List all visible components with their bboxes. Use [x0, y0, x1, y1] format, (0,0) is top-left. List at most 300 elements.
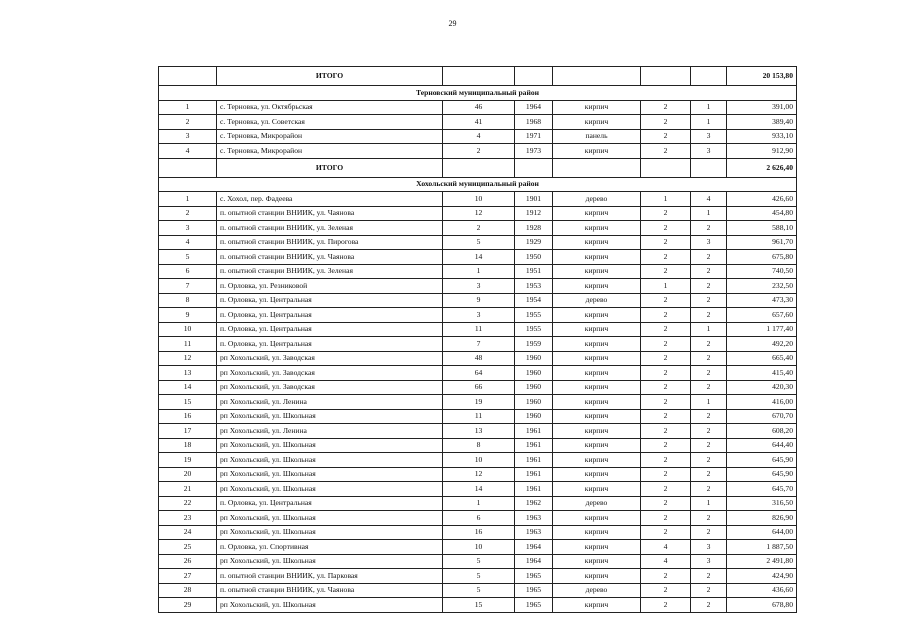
row-col-7: 2	[691, 525, 727, 540]
row-address: рп Хохольский, ул. Ленина	[217, 424, 443, 439]
row-number: 10	[159, 322, 217, 337]
housing-table	[158, 66, 797, 613]
total-cell-empty	[515, 67, 553, 86]
total-cell-empty	[515, 158, 553, 177]
row-material: кирпич	[553, 482, 641, 497]
row-col-6: 2	[641, 395, 691, 410]
row-address: п. Орловка, ул. Центральная	[217, 308, 443, 323]
row-sum: 232,50	[727, 279, 797, 294]
row-year: 1960	[515, 409, 553, 424]
row-material: кирпич	[553, 438, 641, 453]
table-row	[159, 482, 797, 497]
row-col-6: 2	[641, 264, 691, 279]
table-row	[159, 409, 797, 424]
row-material: кирпич	[553, 351, 641, 366]
row-col-3: 1	[443, 496, 515, 511]
table-row	[159, 540, 797, 555]
row-col-3: 5	[443, 583, 515, 598]
table-row	[159, 380, 797, 395]
district-name: Хохольский муниципальный район	[159, 177, 797, 192]
row-col-3: 41	[443, 115, 515, 130]
row-number: 24	[159, 525, 217, 540]
row-year: 1954	[515, 293, 553, 308]
row-col-7: 2	[691, 250, 727, 265]
table-row	[159, 366, 797, 381]
row-material: кирпич	[553, 409, 641, 424]
row-address: с. Терновка, ул. Советская	[217, 115, 443, 130]
row-col-6: 2	[641, 453, 691, 468]
row-col-7: 4	[691, 192, 727, 207]
row-col-3: 10	[443, 453, 515, 468]
row-sum: 426,60	[727, 192, 797, 207]
row-col-6: 2	[641, 144, 691, 159]
total-label: ИТОГО	[217, 67, 443, 86]
row-year: 1928	[515, 221, 553, 236]
row-number: 9	[159, 308, 217, 323]
row-year: 1961	[515, 424, 553, 439]
row-col-7: 2	[691, 279, 727, 294]
total-cell-empty	[691, 67, 727, 86]
row-address: рп Хохольский, ул. Заводская	[217, 351, 443, 366]
row-sum: 740,50	[727, 264, 797, 279]
row-material: дерево	[553, 293, 641, 308]
row-sum: 454,80	[727, 206, 797, 221]
table-row	[159, 511, 797, 526]
row-col-7: 2	[691, 264, 727, 279]
row-material: кирпич	[553, 250, 641, 265]
row-sum: 420,30	[727, 380, 797, 395]
row-year: 1964	[515, 554, 553, 569]
row-year: 1960	[515, 380, 553, 395]
row-material: кирпич	[553, 366, 641, 381]
row-col-6: 2	[641, 409, 691, 424]
row-col-6: 2	[641, 438, 691, 453]
row-col-7: 2	[691, 221, 727, 236]
row-address: с. Терновка, Микрорайон	[217, 144, 443, 159]
row-sum: 416,00	[727, 395, 797, 410]
row-address: п. опытной станции ВНИИК, ул. Пирогова	[217, 235, 443, 250]
row-year: 1912	[515, 206, 553, 221]
row-col-6: 2	[641, 598, 691, 613]
row-material: кирпич	[553, 279, 641, 294]
row-address: рп Хохольский, ул. Школьная	[217, 525, 443, 540]
row-material: кирпич	[553, 206, 641, 221]
row-col-7: 2	[691, 366, 727, 381]
row-year: 1955	[515, 308, 553, 323]
total-sum: 20 153,80	[727, 67, 797, 86]
row-col-3: 15	[443, 598, 515, 613]
row-material: кирпич	[553, 467, 641, 482]
row-year: 1960	[515, 366, 553, 381]
row-address: п. опытной станции ВНИИК, ул. Парковая	[217, 569, 443, 584]
row-col-3: 5	[443, 235, 515, 250]
row-sum: 826,90	[727, 511, 797, 526]
row-number: 28	[159, 583, 217, 598]
row-col-7: 2	[691, 351, 727, 366]
row-sum: 1 177,40	[727, 322, 797, 337]
row-sum: 436,60	[727, 583, 797, 598]
row-sum: 645,90	[727, 453, 797, 468]
row-col-6: 2	[641, 482, 691, 497]
row-material: кирпич	[553, 511, 641, 526]
row-col-3: 3	[443, 308, 515, 323]
table-row	[159, 293, 797, 308]
row-material: кирпич	[553, 380, 641, 395]
table-row	[159, 192, 797, 207]
row-address: рп Хохольский, ул. Заводская	[217, 366, 443, 381]
row-material: кирпич	[553, 221, 641, 236]
total-cell-empty	[553, 67, 641, 86]
row-col-7: 2	[691, 380, 727, 395]
row-number: 16	[159, 409, 217, 424]
row-year: 1960	[515, 351, 553, 366]
row-number: 17	[159, 424, 217, 439]
table-row	[159, 554, 797, 569]
row-year: 1971	[515, 129, 553, 144]
row-number: 2	[159, 206, 217, 221]
row-col-7: 2	[691, 511, 727, 526]
total-cell-empty	[641, 158, 691, 177]
row-col-7: 3	[691, 144, 727, 159]
row-number: 14	[159, 380, 217, 395]
row-address: рп Хохольский, ул. Школьная	[217, 482, 443, 497]
row-material: кирпич	[553, 100, 641, 115]
row-col-3: 16	[443, 525, 515, 540]
row-col-6: 2	[641, 511, 691, 526]
row-material: панель	[553, 129, 641, 144]
row-address: п. Орловка, ул. Центральная	[217, 496, 443, 511]
table-row	[159, 496, 797, 511]
row-col-3: 14	[443, 482, 515, 497]
row-address: п. Орловка, ул. Центральная	[217, 337, 443, 352]
row-year: 1950	[515, 250, 553, 265]
table-row	[159, 264, 797, 279]
row-col-6: 2	[641, 351, 691, 366]
row-col-6: 2	[641, 583, 691, 598]
row-col-7: 2	[691, 438, 727, 453]
total-cell-empty	[159, 158, 217, 177]
row-col-6: 2	[641, 496, 691, 511]
table-row	[159, 322, 797, 337]
row-year: 1961	[515, 438, 553, 453]
row-col-3: 9	[443, 293, 515, 308]
section-total-sum: 2 626,40	[727, 158, 797, 177]
row-address: п. опытной станции ВНИИК, ул. Зеленая	[217, 264, 443, 279]
row-material: кирпич	[553, 337, 641, 352]
table-row	[159, 395, 797, 410]
row-material: кирпич	[553, 424, 641, 439]
row-sum: 645,90	[727, 467, 797, 482]
row-col-3: 66	[443, 380, 515, 395]
row-col-3: 5	[443, 569, 515, 584]
row-address: п. опытной станции ВНИИК, ул. Зеленая	[217, 221, 443, 236]
row-col-6: 1	[641, 279, 691, 294]
row-sum: 492,20	[727, 337, 797, 352]
row-col-6: 2	[641, 380, 691, 395]
row-address: рп Хохольский, ул. Школьная	[217, 453, 443, 468]
row-year: 1959	[515, 337, 553, 352]
row-col-7: 3	[691, 554, 727, 569]
row-material: дерево	[553, 496, 641, 511]
table-row	[159, 235, 797, 250]
row-address: с. Хохол, пер. Фадеева	[217, 192, 443, 207]
row-address: рп Хохольский, ул. Школьная	[217, 467, 443, 482]
district-header-row	[159, 177, 797, 192]
row-sum: 670,70	[727, 409, 797, 424]
row-number: 4	[159, 144, 217, 159]
row-col-7: 3	[691, 129, 727, 144]
table-row	[159, 453, 797, 468]
row-sum: 473,30	[727, 293, 797, 308]
row-material: кирпич	[553, 453, 641, 468]
row-number: 12	[159, 351, 217, 366]
row-col-3: 12	[443, 467, 515, 482]
row-number: 23	[159, 511, 217, 526]
row-year: 1960	[515, 395, 553, 410]
row-col-7: 1	[691, 206, 727, 221]
table-row	[159, 129, 797, 144]
row-col-7: 3	[691, 540, 727, 555]
row-col-3: 10	[443, 540, 515, 555]
row-material: кирпич	[553, 525, 641, 540]
row-address: п. опытной станции ВНИИК, ул. Чаянова	[217, 206, 443, 221]
row-number: 13	[159, 366, 217, 381]
row-sum: 961,70	[727, 235, 797, 250]
row-year: 1965	[515, 583, 553, 598]
row-year: 1961	[515, 482, 553, 497]
row-sum: 912,90	[727, 144, 797, 159]
row-address: с. Терновка, ул. Октябрьская	[217, 100, 443, 115]
row-col-6: 2	[641, 206, 691, 221]
row-col-7: 2	[691, 409, 727, 424]
row-col-7: 2	[691, 583, 727, 598]
row-year: 1973	[515, 144, 553, 159]
row-year: 1961	[515, 467, 553, 482]
table-body	[159, 67, 797, 613]
total-cell-empty	[553, 158, 641, 177]
row-number: 6	[159, 264, 217, 279]
row-sum: 678,80	[727, 598, 797, 613]
row-col-3: 2	[443, 144, 515, 159]
row-col-6: 2	[641, 337, 691, 352]
total-cell-empty	[159, 67, 217, 86]
row-col-7: 2	[691, 337, 727, 352]
row-col-3: 6	[443, 511, 515, 526]
table-row	[159, 467, 797, 482]
row-col-3: 46	[443, 100, 515, 115]
row-material: кирпич	[553, 235, 641, 250]
total-cell-empty	[691, 158, 727, 177]
row-col-3: 12	[443, 206, 515, 221]
table-row	[159, 583, 797, 598]
row-material: кирпич	[553, 540, 641, 555]
table-row	[159, 221, 797, 236]
row-sum: 588,10	[727, 221, 797, 236]
row-material: дерево	[553, 192, 641, 207]
row-year: 1929	[515, 235, 553, 250]
row-col-3: 4	[443, 129, 515, 144]
row-number: 18	[159, 438, 217, 453]
row-address: п. опытной станции ВНИИК, ул. Чаянова	[217, 583, 443, 598]
row-address: рп Хохольский, ул. Школьная	[217, 598, 443, 613]
row-year: 1953	[515, 279, 553, 294]
top-total-row	[159, 67, 797, 86]
row-sum: 2 491,80	[727, 554, 797, 569]
row-material: кирпич	[553, 144, 641, 159]
row-col-7: 2	[691, 453, 727, 468]
row-col-7: 1	[691, 395, 727, 410]
section-total-label: ИТОГО	[217, 158, 443, 177]
table-row	[159, 308, 797, 323]
row-address: рп Хохольский, ул. Заводская	[217, 380, 443, 395]
row-col-3: 5	[443, 554, 515, 569]
district-name: Терновский муниципальный район	[159, 86, 797, 101]
row-col-7: 1	[691, 100, 727, 115]
row-col-6: 2	[641, 366, 691, 381]
total-cell-empty	[443, 67, 515, 86]
row-col-6: 2	[641, 322, 691, 337]
row-year: 1963	[515, 511, 553, 526]
row-col-6: 4	[641, 554, 691, 569]
row-material: кирпич	[553, 115, 641, 130]
row-address: рп Хохольский, ул. Школьная	[217, 554, 443, 569]
table-row	[159, 206, 797, 221]
row-year: 1962	[515, 496, 553, 511]
row-number: 3	[159, 221, 217, 236]
row-number: 21	[159, 482, 217, 497]
row-sum: 657,60	[727, 308, 797, 323]
row-material: кирпич	[553, 554, 641, 569]
row-col-7: 2	[691, 467, 727, 482]
table-row	[159, 438, 797, 453]
row-year: 1964	[515, 100, 553, 115]
row-col-6: 4	[641, 540, 691, 555]
row-number: 2	[159, 115, 217, 130]
table-row	[159, 569, 797, 584]
row-material: кирпич	[553, 598, 641, 613]
table-row	[159, 100, 797, 115]
row-number: 1	[159, 192, 217, 207]
row-sum: 391,00	[727, 100, 797, 115]
row-year: 1951	[515, 264, 553, 279]
row-number: 1	[159, 100, 217, 115]
row-col-7: 1	[691, 322, 727, 337]
row-number: 27	[159, 569, 217, 584]
row-col-7: 2	[691, 424, 727, 439]
table-row	[159, 351, 797, 366]
total-cell-empty	[443, 158, 515, 177]
row-sum: 608,20	[727, 424, 797, 439]
row-sum: 415,40	[727, 366, 797, 381]
row-col-6: 2	[641, 308, 691, 323]
row-col-6: 2	[641, 293, 691, 308]
row-col-3: 7	[443, 337, 515, 352]
table-row	[159, 337, 797, 352]
row-col-7: 1	[691, 115, 727, 130]
row-sum: 933,10	[727, 129, 797, 144]
row-col-3: 19	[443, 395, 515, 410]
row-number: 4	[159, 235, 217, 250]
row-col-3: 14	[443, 250, 515, 265]
row-material: кирпич	[553, 264, 641, 279]
row-number: 20	[159, 467, 217, 482]
row-col-6: 2	[641, 129, 691, 144]
row-col-7: 2	[691, 569, 727, 584]
row-col-6: 2	[641, 467, 691, 482]
row-number: 8	[159, 293, 217, 308]
row-col-6: 2	[641, 525, 691, 540]
row-number: 25	[159, 540, 217, 555]
row-sum: 645,70	[727, 482, 797, 497]
row-address: п. Орловка, ул. Спортивная	[217, 540, 443, 555]
row-sum: 644,00	[727, 525, 797, 540]
row-address: рп Хохольский, ул. Ленина	[217, 395, 443, 410]
row-year: 1968	[515, 115, 553, 130]
row-col-3: 11	[443, 322, 515, 337]
row-address: п. опытной станции ВНИИК, ул. Чаянова	[217, 250, 443, 265]
row-number: 7	[159, 279, 217, 294]
row-col-6: 2	[641, 250, 691, 265]
row-year: 1965	[515, 598, 553, 613]
row-sum: 1 887,50	[727, 540, 797, 555]
row-sum: 675,80	[727, 250, 797, 265]
table-row	[159, 250, 797, 265]
row-number: 19	[159, 453, 217, 468]
row-col-7: 1	[691, 496, 727, 511]
row-col-3: 48	[443, 351, 515, 366]
row-number: 26	[159, 554, 217, 569]
row-number: 3	[159, 129, 217, 144]
row-material: кирпич	[553, 322, 641, 337]
row-year: 1964	[515, 540, 553, 555]
row-col-7: 2	[691, 482, 727, 497]
row-number: 22	[159, 496, 217, 511]
row-year: 1901	[515, 192, 553, 207]
row-number: 5	[159, 250, 217, 265]
row-year: 1961	[515, 453, 553, 468]
row-col-6: 2	[641, 569, 691, 584]
row-sum: 389,40	[727, 115, 797, 130]
row-col-7: 2	[691, 293, 727, 308]
table-row	[159, 115, 797, 130]
row-sum: 665,40	[727, 351, 797, 366]
row-number: 11	[159, 337, 217, 352]
row-col-7: 2	[691, 598, 727, 613]
row-material: кирпич	[553, 569, 641, 584]
district-header-row	[159, 86, 797, 101]
section-total-row	[159, 158, 797, 177]
page-number: 29	[448, 19, 457, 28]
table-row	[159, 525, 797, 540]
row-material: дерево	[553, 583, 641, 598]
row-col-3: 64	[443, 366, 515, 381]
row-address: рп Хохольский, ул. Школьная	[217, 409, 443, 424]
row-col-3: 3	[443, 279, 515, 294]
row-year: 1955	[515, 322, 553, 337]
row-col-3: 8	[443, 438, 515, 453]
row-sum: 316,50	[727, 496, 797, 511]
table-row	[159, 279, 797, 294]
row-address: рп Хохольский, ул. Школьная	[217, 438, 443, 453]
row-address: п. Орловка, ул. Центральная	[217, 293, 443, 308]
row-year: 1965	[515, 569, 553, 584]
table-row	[159, 424, 797, 439]
row-col-6: 2	[641, 221, 691, 236]
row-col-6: 2	[641, 115, 691, 130]
row-col-3: 13	[443, 424, 515, 439]
row-col-3: 2	[443, 221, 515, 236]
row-col-6: 1	[641, 192, 691, 207]
